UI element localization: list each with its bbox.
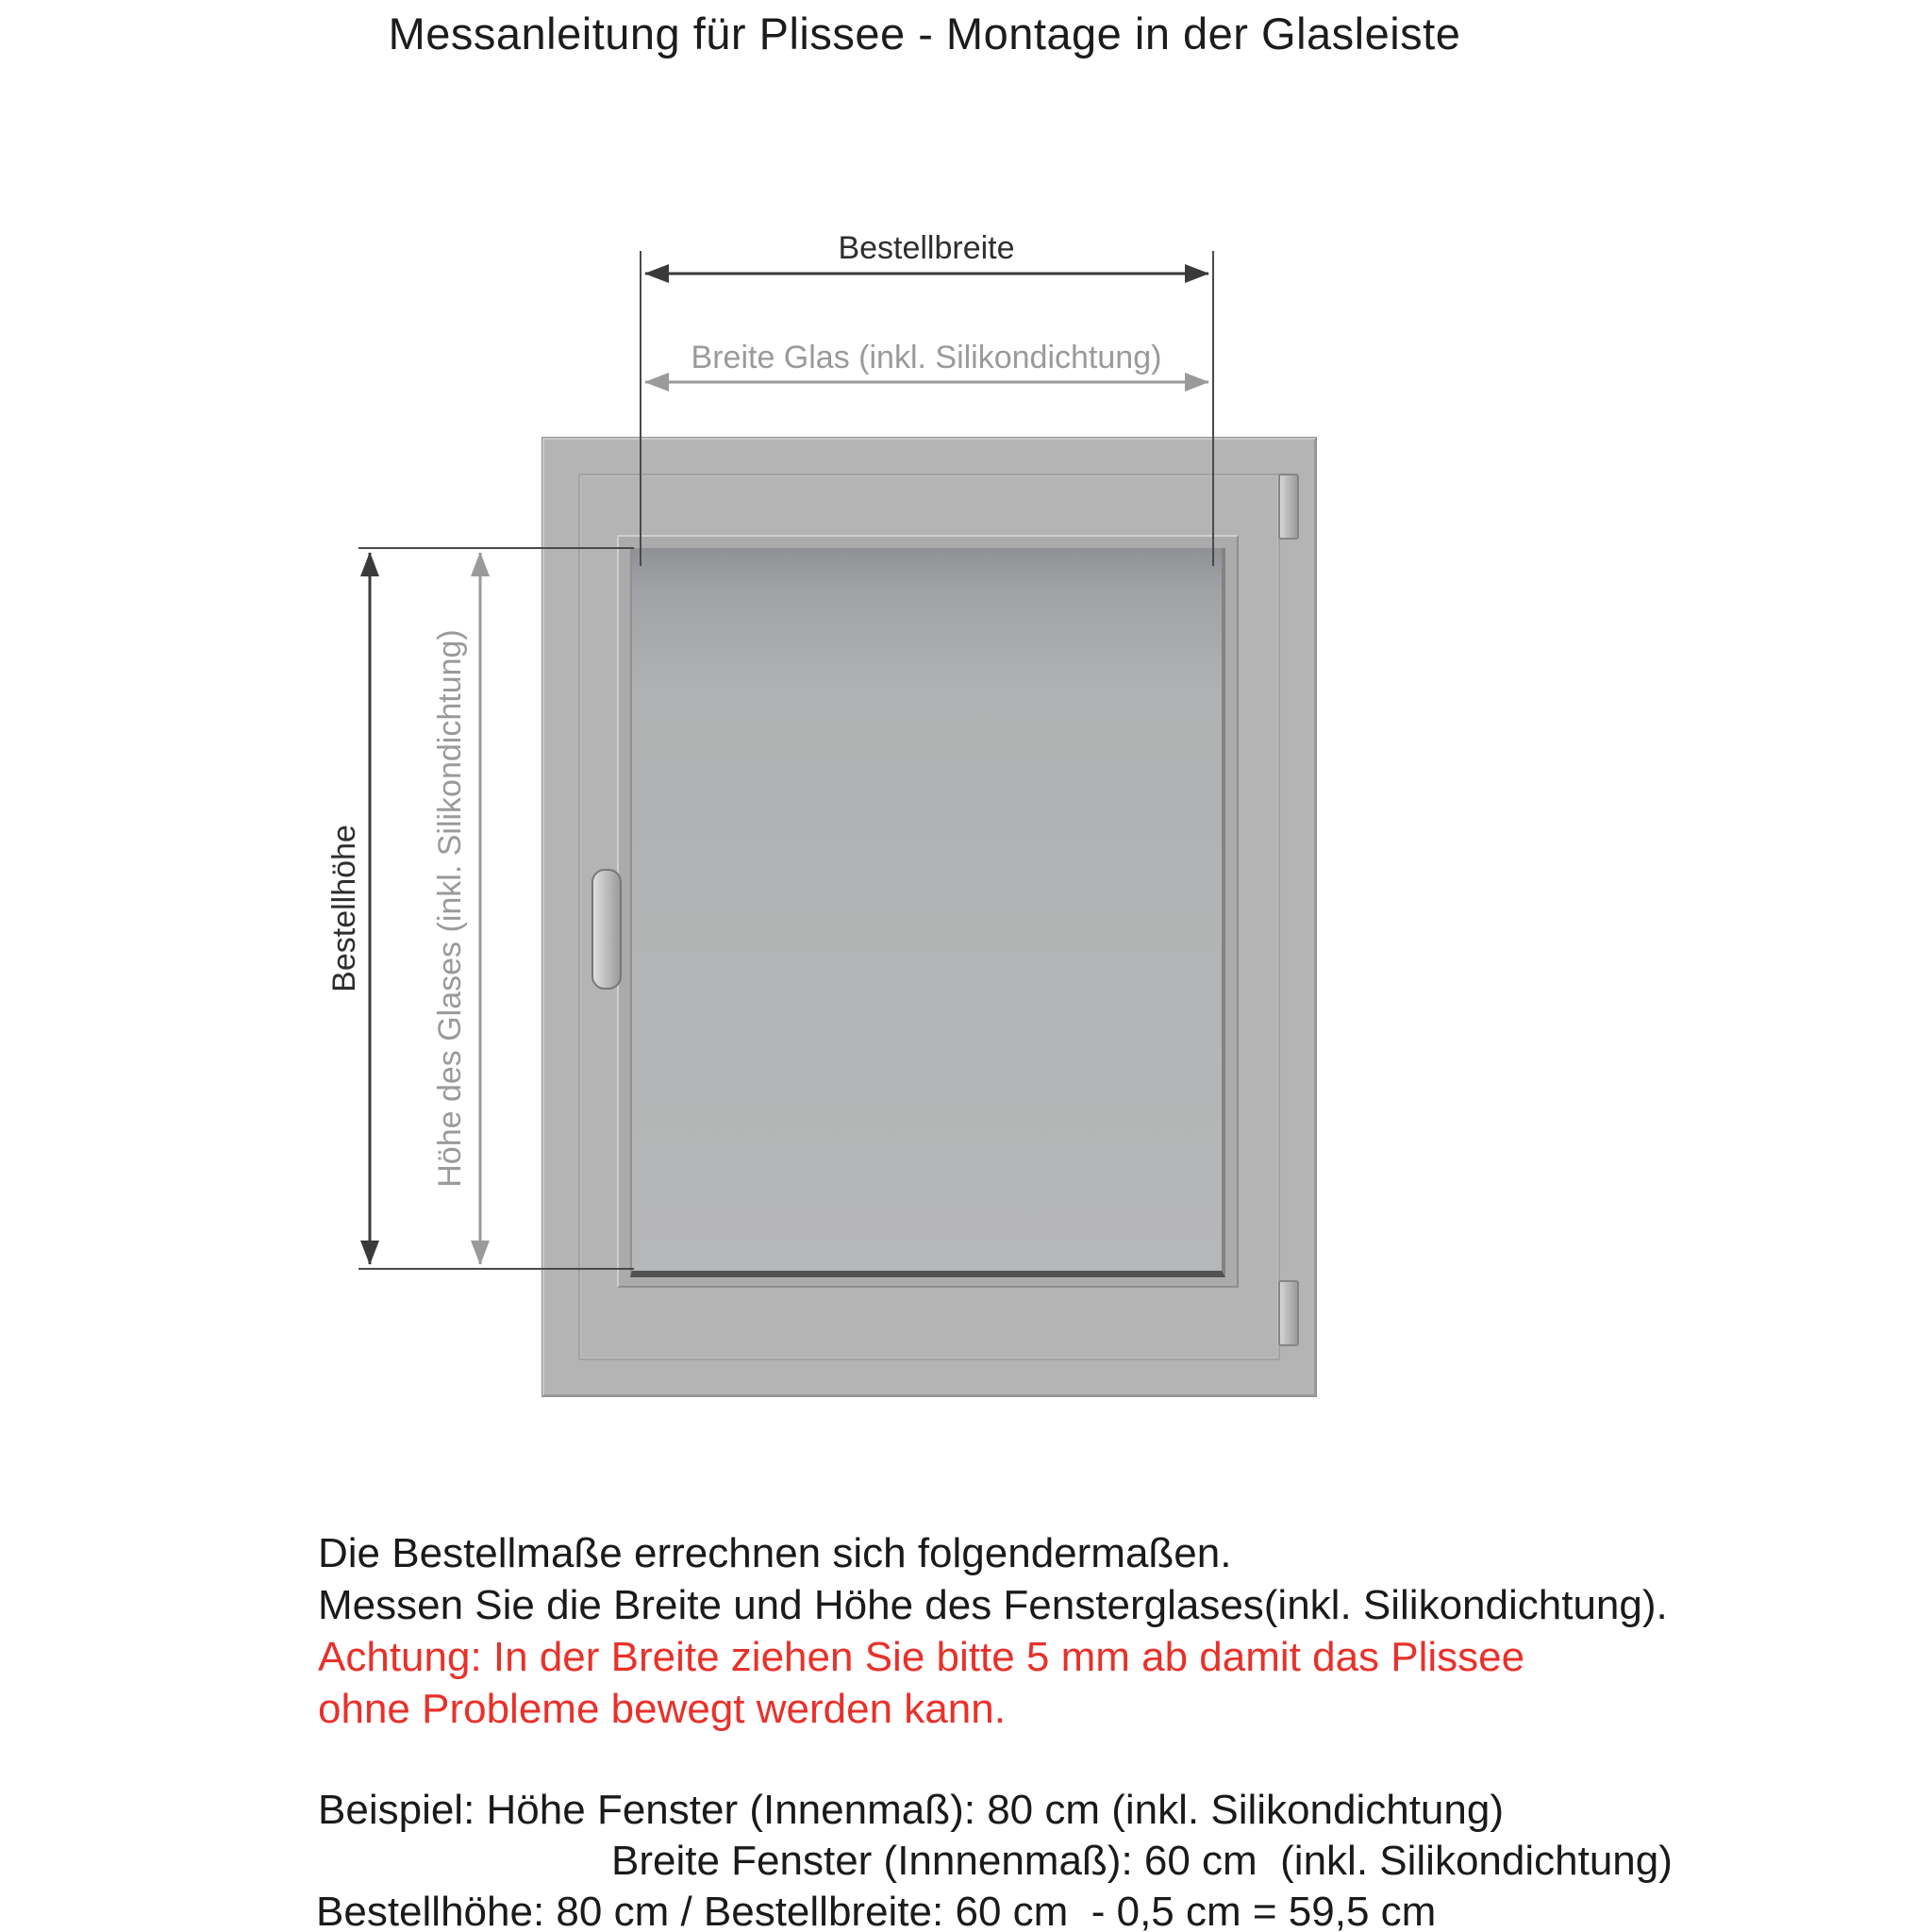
warning-line-2: ohne Probleme bewegt werden kann. [318, 1686, 1006, 1732]
order-width-label: Bestellbreite [838, 230, 1015, 266]
hinge-bottom-icon [1278, 1280, 1299, 1346]
example-line-1: Beispiel: Höhe Fenster (Innenmaß): 80 cm (inkl. Silikondichtung) [318, 1787, 1504, 1833]
window-frame [542, 438, 1316, 1396]
page-title: Messanleitung für Plissee - Montage in der Glasleiste [388, 8, 1461, 58]
window-glass [630, 548, 1225, 1277]
order-height-label: Bestellhöhe [326, 824, 362, 992]
example-line-2: Breite Fenster (Innnenmaß): 60 cm (inkl. Silikondichtung) [611, 1838, 1673, 1884]
example-line-3: Bestellhöhe: 80 cm / Bestellbreite: 60 cm - 0,5 cm = 59,5 cm [316, 1889, 1437, 1932]
instruction-line-2: Messen Sie die Breite und Höhe des Fensterglases(inkl. Silikondichtung). [318, 1582, 1668, 1628]
instruction-line-1: Die Bestellmaße errechnen sich folgendermaßen. [318, 1530, 1232, 1576]
hinge-top-icon [1278, 474, 1299, 540]
glass-height-label: Höhe des Glases (inkl. Silikondichtung) [432, 629, 468, 1188]
window-handle [591, 869, 622, 990]
warning-line-1: Achtung: In der Breite ziehen Sie bitte 5 mm ab damit das Plissee [318, 1634, 1525, 1680]
glass-width-label: Breite Glas (inkl. Silikondichtung) [691, 340, 1162, 375]
